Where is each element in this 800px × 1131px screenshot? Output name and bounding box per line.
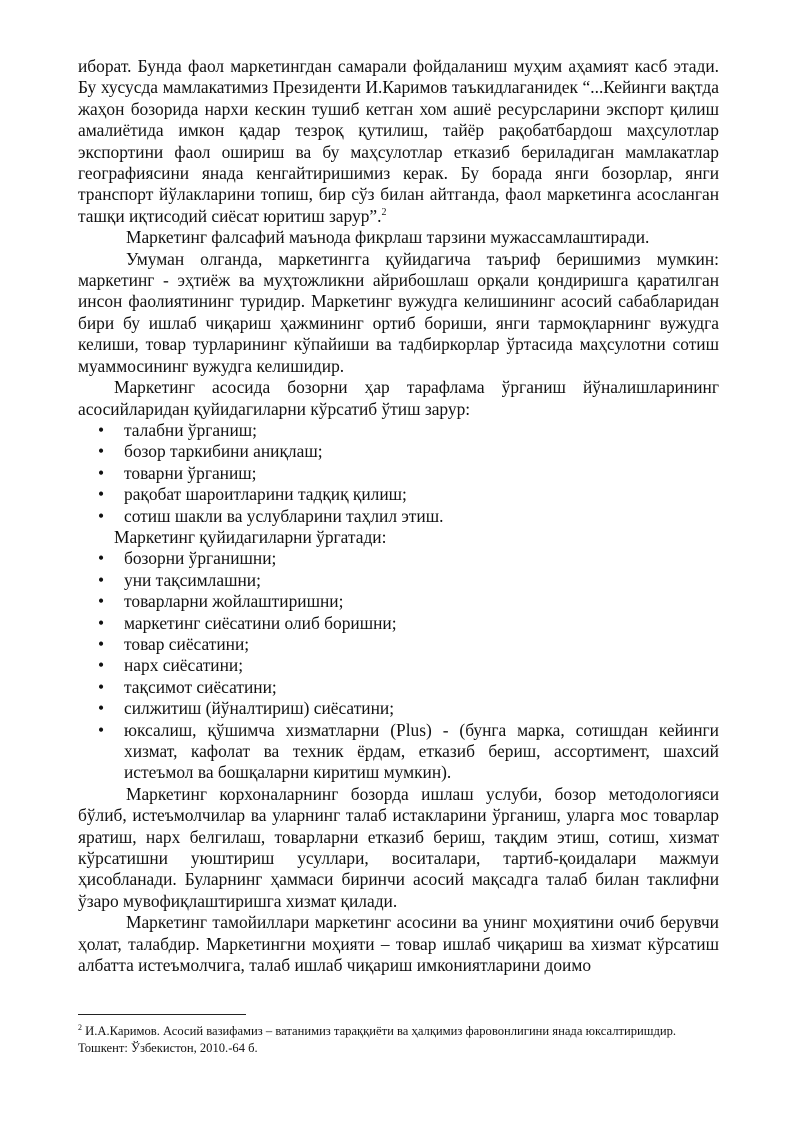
bullet-icon: • bbox=[98, 569, 105, 590]
list-item: • силжитиш (йўналтириш) сиёсатини; bbox=[98, 698, 395, 719]
document-body bbox=[78, 56, 719, 976]
bullet-icon: • bbox=[98, 655, 105, 676]
bullet-icon: • bbox=[98, 676, 105, 697]
bullet-list-2 bbox=[78, 548, 719, 783]
list-item: • товарларни жойлаштиришни; bbox=[98, 591, 344, 612]
bullet-icon: • bbox=[98, 419, 105, 440]
bullet-icon: • bbox=[98, 505, 105, 526]
bullet-list-1 bbox=[78, 420, 719, 527]
footnote-ref[interactable]: 2 bbox=[381, 207, 387, 219]
bullet-icon: • bbox=[98, 719, 105, 740]
paragraph-5: Маркетинг қуйидагиларни ўргатади: bbox=[114, 526, 387, 547]
list-item: • нарх сиёсатини; bbox=[98, 655, 244, 676]
bullet-icon: • bbox=[98, 612, 105, 633]
footnote-line-2: Тошкент: Ўзбекистон, 2010.-64 б. bbox=[78, 1041, 258, 1055]
paragraph-1: иборат. Бунда фаол маркетингдан самарали фойдаланиш муҳим аҳамият касб этади. Бу хусусда мамлакатимиз Президенти И.Каримов таъкидлаганидек “...Кейинги вақтда жаҳон бозорида нархи кескин тушиб кетган хом ашиё ресурсларини экспорт қилиш амалиётида имкон қадар тезроқ қутилиш, тайёр рақобатбардош маҳсулотлар экспортини фаол ошириш ва бу маҳсулотлар етказиб бериладиган мамлакатлар географиясини янада кенгайтиришимиз керак. Бу борада янги бозорлар, янги транспорт йўлакларини топиш, бир сўз билан айтганда, фаол маркетинга асосланган ташқи иқтисодий сиёсат юритиш зарур”.$^2$ bbox=[78, 56, 719, 226]
bullet-icon: • bbox=[98, 633, 105, 654]
footnote-line-1: $^2$ И.А.Каримов. Асосий вазифамиз – ватанимиз тараққиёти ва ҳалқимиз фаровонлигини янада юксалтиришдир. bbox=[78, 1022, 677, 1038]
bullet-icon: • bbox=[98, 548, 105, 569]
list-item: • товарни ўрганиш; bbox=[98, 462, 257, 483]
paragraph-4: Маркетинг асосида бозорни ҳар тарафлама ўрганиш йўналишларининг асосийларидан қуйидагиларни кўрсатиб ўтиш зарур: bbox=[78, 377, 719, 419]
footnote-divider bbox=[78, 1014, 246, 1015]
list-item: • товар сиёсатини; bbox=[98, 633, 250, 654]
footnote bbox=[78, 1023, 719, 1057]
footnote-marker: 2 bbox=[78, 1022, 82, 1032]
list-item: • сотиш шакли ва услубларини таҳлил этиш. bbox=[98, 505, 444, 526]
paragraph-6: Маркетинг корхоналарнинг бозорда ишлаш услуби, бозор методологияси бўлиб, истеъмолчилар ва уларнинг талаб истакларини ўрганиш, уларга мос товарлар яратиш, нарх белгилаш, товарларни етказиб бериш, тақдим этиш, сотиш, хизмат кўрсатишни уюштириш усуллари, воситалари, тартиб-қоидалари мажмуи ҳисобланади. Буларнинг ҳаммаси биринчи асосий мақсадга талаб билан таклифни ўзаро мувофиқлаштиришга хизмат қилади. bbox=[78, 783, 719, 911]
paragraph-2: Маркетинг фалсафий маънода фикрлаш тарзини мужассамлаштиради. bbox=[126, 227, 650, 248]
paragraph-3: Умуман олганда, маркетингга қуйидагича таъриф беришимиз мумкин: маркетинг - эҳтиёж ва муҳтожликни айрибошлаш орқали қондиришга қаратилган инсон фаолиятининг туридир. Маркетинг вужудга келишининг асосий сабабларидан бири бу ишлаб чиқариш ҳажмининг ортиб бориши, янги тармоқларнинг вужудга келиши, товар турларининг кўпайиши ва тадбиркорлар ўртасида маҳсулотни сотиш муаммосининг вужудга келишидир. bbox=[78, 248, 719, 376]
bullet-icon: • bbox=[98, 484, 105, 505]
bullet-icon: • bbox=[98, 462, 105, 483]
list-item: • рақобат шароитларини тадқиқ қилиш; bbox=[98, 484, 407, 505]
list-item: • юксалиш, қўшимча хизматларни (Plus) - (бунга марка, сотишдан кейинги хизмат, кафолат ва техник ёрдам, етказиб бериш, ассортимент, шахсий истеъмол ва бошқаларни киритиш мумкин). bbox=[98, 719, 719, 783]
list-item: • тақсимот сиёсатини; bbox=[98, 676, 277, 697]
bullet-icon: • bbox=[98, 698, 105, 719]
list-item: • уни тақсимлашни; bbox=[98, 569, 261, 590]
list-item: • маркетинг сиёсатини олиб боришни; bbox=[98, 612, 397, 633]
list-item: • талабни ўрганиш; bbox=[98, 419, 257, 440]
bullet-icon: • bbox=[98, 441, 105, 462]
bullet-icon: • bbox=[98, 591, 105, 612]
list-item: • бозорни ўрганишни; bbox=[98, 548, 277, 569]
paragraph-7: Маркетинг тамойиллари маркетинг асосини ва унинг моҳиятини очиб берувчи ҳолат, талабдир. Маркетингни моҳияти – товар ишлаб чиқариш ва хизмат кўрсатиш албатта истеъмолчига, талаб ишлаб чиқариш имкониятларини доимо bbox=[78, 912, 719, 976]
list-item: • бозор таркибини аниқлаш; bbox=[98, 441, 323, 462]
